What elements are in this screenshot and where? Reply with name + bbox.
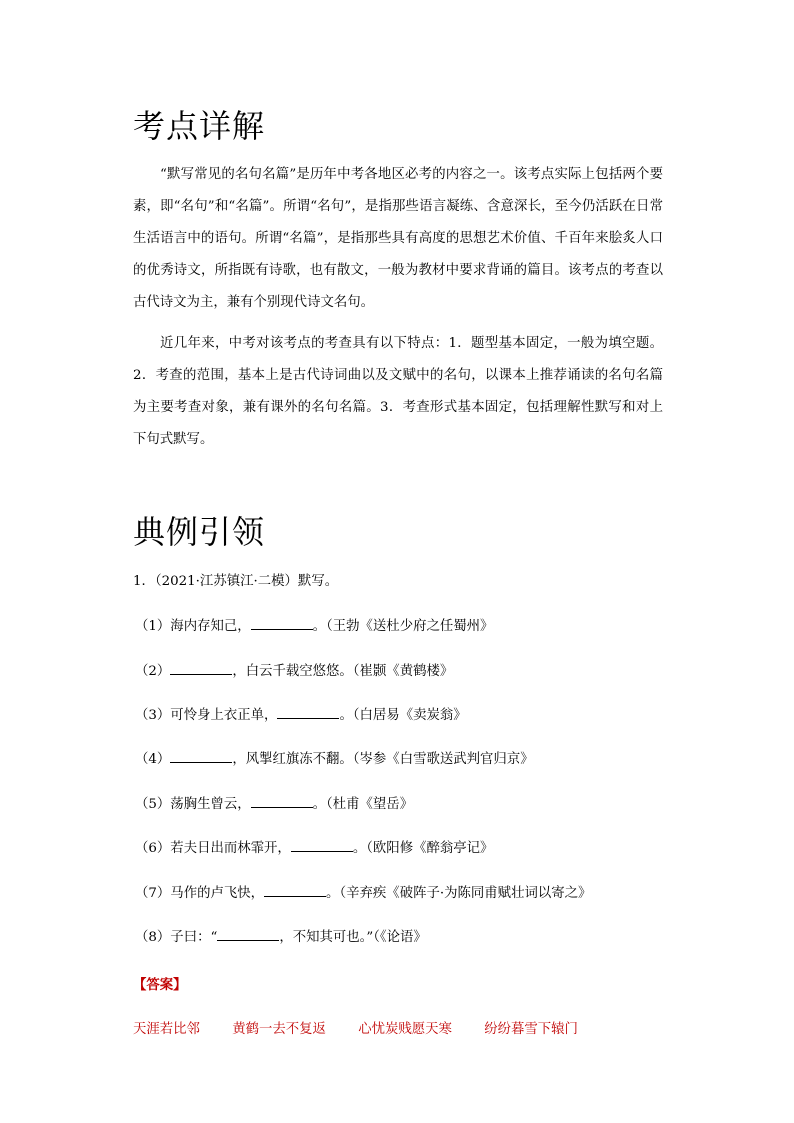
fill-blank[interactable] <box>264 884 326 897</box>
item-text-before: （1）海内存知己， <box>135 619 251 634</box>
item-text-before: （5）荡胸生曾云， <box>135 797 251 812</box>
item-text-before: （8）子曰：“ <box>135 930 218 945</box>
answer-item: 心忧炭贱愿天寒 <box>358 1022 452 1037</box>
list-item <box>135 750 534 770</box>
item-text-before: （6）若夫日出而林霏开， <box>135 841 291 856</box>
fill-blank[interactable] <box>251 795 313 808</box>
list-item <box>135 839 493 859</box>
section-title-key-points: 考点详解 <box>133 107 266 145</box>
item-text-before: （2） <box>135 664 171 679</box>
fill-blank[interactable] <box>291 839 353 852</box>
item-text-before: （3）可怜身上衣正单， <box>135 708 278 723</box>
fill-blank[interactable] <box>277 706 339 719</box>
item-text-after: ，白云千载空悠悠。（崔颢《黄鹤楼》 <box>232 664 454 679</box>
item-text-after: 。（王勃《送杜少府之任蜀州》 <box>312 619 494 634</box>
list-item <box>135 795 413 815</box>
fill-blank[interactable] <box>170 662 232 675</box>
question-heading: 1．（2021·江苏镇江·二模）默写。 <box>133 574 339 589</box>
answer-item: 黄鹤一去不复返 <box>232 1022 326 1037</box>
fill-blank[interactable] <box>170 750 232 763</box>
item-text-after: ，不知其可也。”（《论语》 <box>279 930 427 945</box>
item-text-before: （4） <box>135 752 171 767</box>
item-text-before: （7）马作的卢飞快， <box>135 886 265 901</box>
item-text-after: ，风掣红旗冻不翻。（岑参《白雪歌送武判官归京》 <box>232 752 534 767</box>
section-title-examples: 典例引领 <box>133 513 266 551</box>
item-text-after: 。（杜甫《望岳》 <box>312 797 414 812</box>
list-item <box>135 617 493 637</box>
intro-paragraph-2: 近几年来，中考对该考点的考查具有以下特点：1．题型基本固定，一般为填空题。2．考查的范围，基本上是古代诗词曲以及文赋中的名句，以课本上推荐诵读的名句名篇为主要考查对象，兼有课外的名句名篇。3．考查形式基本固定，包括理解性默写和对上下句式默写。 <box>133 336 663 447</box>
fill-blank[interactable] <box>251 617 313 630</box>
intro-paragraph-1: “默写常见的名句名篇”是历年中考各地区必考的内容之一。该考点实际上包括两个要素，即“名句”和“名篇”。所谓“名句”，是指那些语言凝练、含意深长，至今仍活跃在日常生活语言中的语句。所谓“名篇”，是指那些具有高度的思想艺术价值、千百年来脍炙人口的优秀诗文，所指既有诗歌，也有散文，一般为教材中要求背诵的篇目。该考点的考查以古代诗文为主，兼有个别现代诗文名句。 <box>133 167 663 310</box>
answer-list <box>133 1018 606 1037</box>
answer-label: 【答案】 <box>133 977 187 993</box>
list-item <box>135 884 591 904</box>
answer-item: 纷纷暮雪下辕门 <box>484 1022 578 1037</box>
item-text-after: 。（欧阳修《醉翁亭记》 <box>352 841 494 856</box>
item-text-after: 。（白居易《卖炭翁》 <box>339 708 467 723</box>
list-item <box>135 706 467 726</box>
answer-item: 天涯若比邻 <box>133 1022 200 1037</box>
list-item <box>135 662 453 682</box>
fill-blank[interactable] <box>217 928 279 941</box>
list-item <box>135 928 427 948</box>
item-text-after: 。（辛弃疾《破阵子·为陈同甫赋壮词以寄之》 <box>326 886 592 901</box>
